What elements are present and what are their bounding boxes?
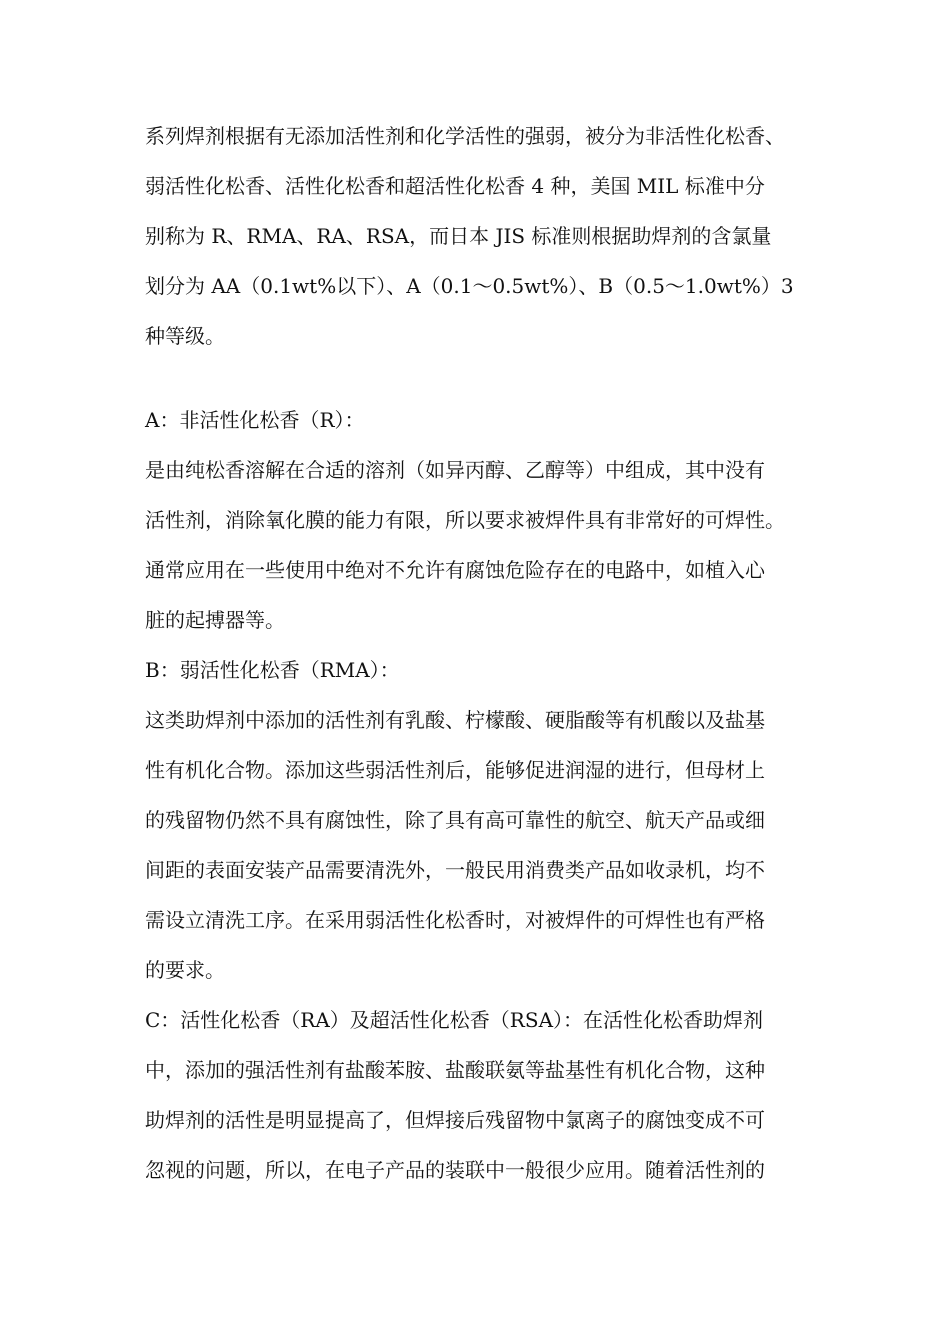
heading-a — [145, 400, 845, 450]
text-line: 助焊剂的活性是明显提高了，但焊接后残留物中氯离子的腐蚀变成不可 — [145, 1108, 765, 1132]
text-line: 忽视的问题，所以，在电子产品的装联中一般很少应用。随着活性剂的 — [145, 1158, 765, 1182]
text-line: 是由纯松香溶解在合适的溶剂（如异丙醇、乙醇等）中组成，其中没有 — [145, 458, 765, 482]
text-line: 系列焊剂根据有无添加活性剂和化学活性的强弱，被分为非活性化松香、 — [145, 124, 785, 148]
text-line: 通常应用在一些使用中绝对不允许有腐蚀危险存在的电路中，如植入心 — [145, 558, 765, 582]
text-line: 种等级。 — [145, 324, 225, 348]
text-line: 别称为 R、RMA、RA、RSA，而日本 JIS 标准则根据助焊剂的含氯量 — [145, 224, 772, 248]
document-body — [145, 116, 845, 1200]
paragraph-b-body — [145, 700, 845, 1000]
paragraph-intro — [145, 116, 845, 366]
text-line: 的残留物仍然不具有腐蚀性，除了具有高可靠性的航空、航天产品或细 — [145, 808, 765, 832]
text-line: 间距的表面安装产品需要清洗外，一般民用消费类产品如收录机，均不 — [145, 858, 765, 882]
paragraph-a-body — [145, 450, 845, 650]
text-line: 需设立清洗工序。在采用弱活性化松香时，对被焊件的可焊性也有严格 — [145, 908, 765, 932]
text-line: 性有机化合物。添加这些弱活性剂后，能够促进润湿的进行，但母材上 — [145, 758, 765, 782]
text-line: 这类助焊剂中添加的活性剂有乳酸、柠檬酸、硬脂酸等有机酸以及盐基 — [145, 708, 765, 732]
heading-b — [145, 650, 845, 700]
paragraph-c-body — [145, 1000, 845, 1200]
section-heading: B：弱活性化松香（RMA）： — [145, 658, 400, 682]
text-line: 的要求。 — [145, 958, 225, 982]
text-line: C：活性化松香（RA）及超活性化松香（RSA）：在活性化松香助焊剂 — [145, 1008, 764, 1032]
paragraph-gap — [145, 366, 845, 400]
text-line: 弱活性化松香、活性化松香和超活性化松香 4 种，美国 MIL 标准中分 — [145, 174, 765, 198]
text-line: 脏的起搏器等。 — [145, 608, 285, 632]
text-line: 活性剂，消除氧化膜的能力有限，所以要求被焊件具有非常好的可焊性。 — [145, 508, 785, 532]
text-line: 中，添加的强活性剂有盐酸苯胺、盐酸联氨等盐基性有机化合物，这种 — [145, 1058, 765, 1082]
section-heading: A：非活性化松香（R）： — [145, 408, 365, 432]
text-line: 划分为 AA（0.1wt%以下）、A（0.1～0.5wt%）、B（0.5～1.0wt%）3 — [145, 274, 794, 298]
